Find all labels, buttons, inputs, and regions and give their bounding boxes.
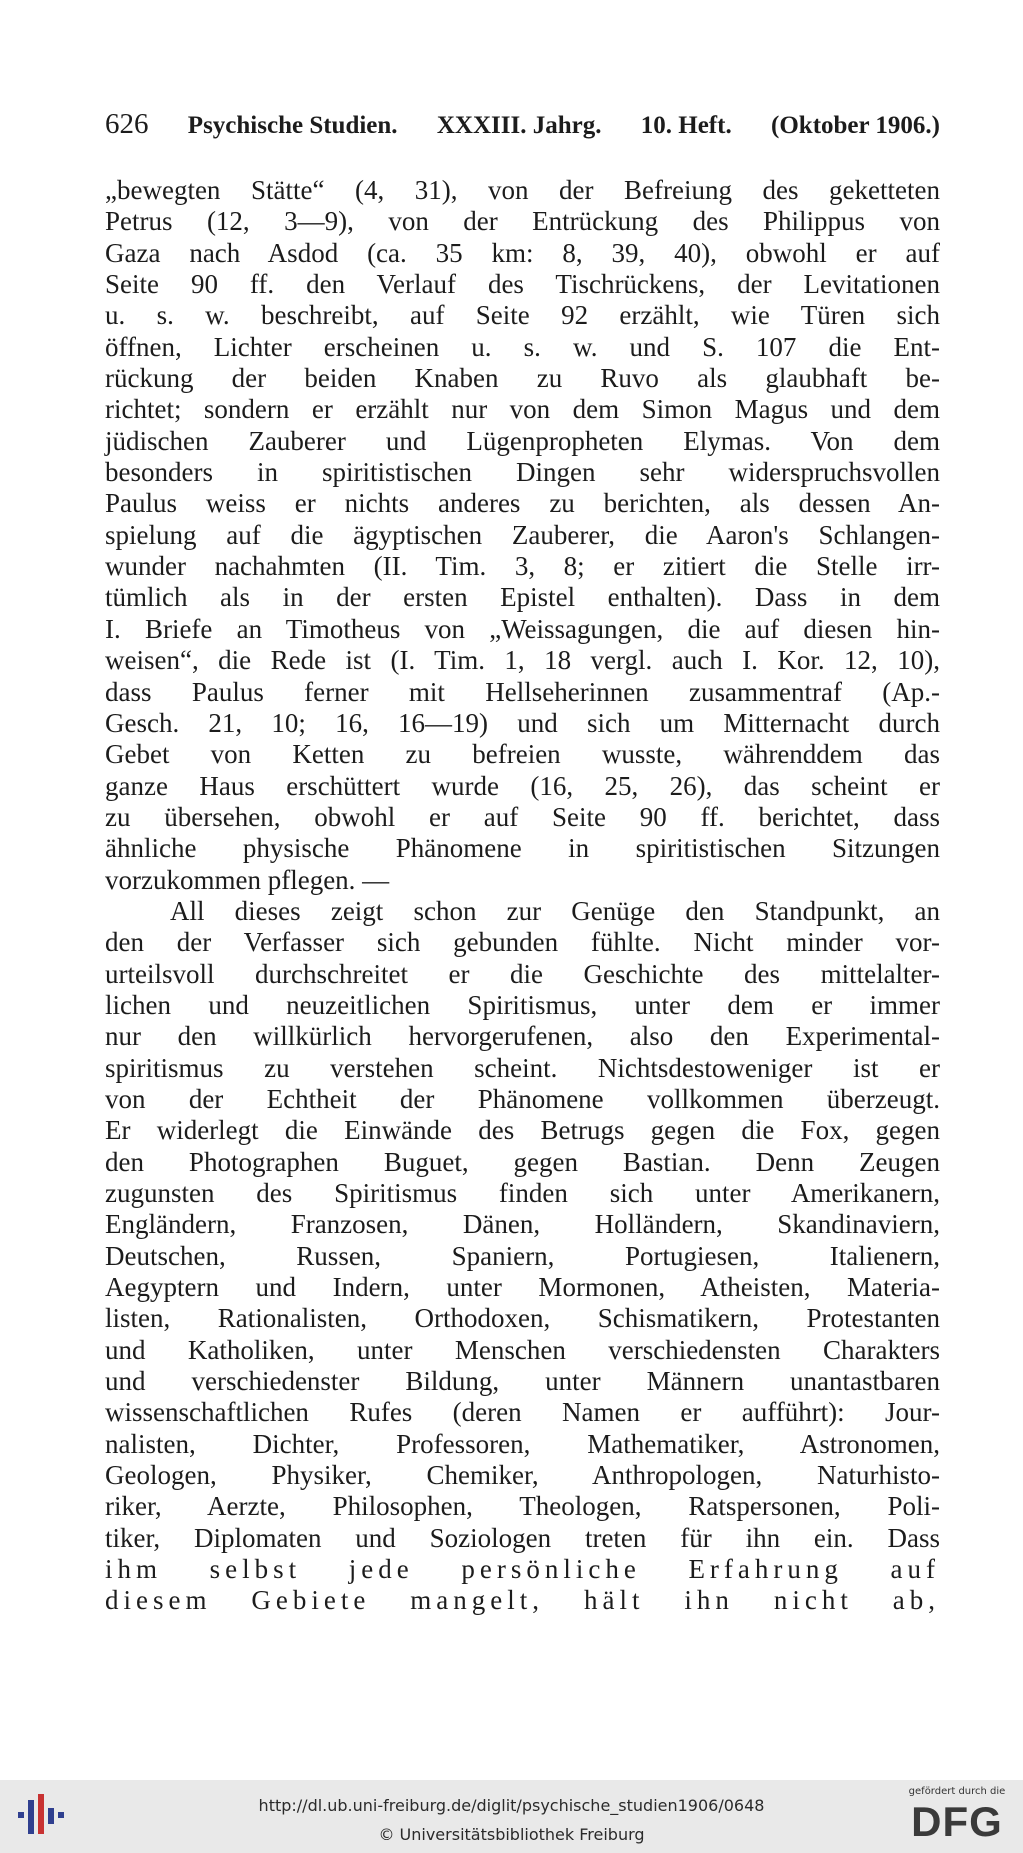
text-line: öffnen, Lichter erscheinen u. s. w. und S. 107 die Ent- xyxy=(105,331,940,362)
text-line: rückung der beiden Knaben zu Ruvo als glaubhaft be- xyxy=(105,363,940,394)
document-url[interactable]: http://dl.ub.uni-freiburg.de/diglit/psychische_studien1906/0648 xyxy=(258,1796,765,1815)
issue-date: (Oktober 1906.) xyxy=(771,112,940,139)
text-line: wunder nachahmten (II. Tim. 3, 8; er zitiert die Stelle irr- xyxy=(105,551,940,582)
text-line: zu übersehen, obwohl er auf Seite 90 ff. berichtet, dass xyxy=(105,801,940,832)
paragraph-end-line: vorzukommen pflegen. — xyxy=(105,864,390,895)
spaced-text-line: ihm selbst jede persönliche Erfahrung auf xyxy=(105,1554,940,1585)
text-line: besonders in spiritistischen Dingen sehr widerspruchsvollen xyxy=(105,457,940,488)
text-line: Gesch. 21, 10; 16, 16—19) und sich um Mitternacht durch xyxy=(105,707,940,738)
text-line: I. Briefe an Timotheus von „Weissagungen, die auf diesen hin- xyxy=(105,613,940,644)
spaced-text-line: diesem Gebiete mangelt, hält ihn nicht ab, xyxy=(105,1585,940,1616)
text-line: weisen“, die Rede ist (I. Tim. 1, 18 vergl. auch I. Kor. 12, 10), xyxy=(105,645,940,676)
text-line: Paulus weiss er nichts anderes zu berichten, als dessen An- xyxy=(105,488,940,519)
dfg-logo xyxy=(898,1786,1016,1848)
text-line: nalisten, Dichter, Professoren, Mathematiker, Astronomen, xyxy=(105,1428,940,1459)
text-line: und verschiedenster Bildung, unter Männern unantastbaren xyxy=(105,1366,940,1397)
body-text xyxy=(105,175,940,1617)
text-line: Gebet von Ketten zu befreien wusste, währenddem das xyxy=(105,739,940,770)
text-line: tümlich als in der ersten Epistel enthalten). Dass in dem xyxy=(105,582,940,613)
sponsor-caption: gefördert durch die xyxy=(908,1786,1006,1797)
text-line: u. s. w. beschreibt, auf Seite 92 erzählt, wie Türen sich xyxy=(105,300,940,331)
text-line: richtet; sondern er erzählt nur von dem Simon Magus und dem xyxy=(105,394,940,425)
text-line: ganze Haus erschüttert wurde (16, 25, 26), das scheint er xyxy=(105,770,940,801)
text-line: zugunsten des Spiritismus finden sich unter Amerikanern, xyxy=(105,1178,940,1208)
text-line: Deutschen, Russen, Spaniern, Portugiesen, Italienern, xyxy=(105,1240,940,1271)
text-line: urteilsvoll durchschreitet er die Geschichte des mittelalter- xyxy=(105,958,940,989)
text-line: spielung auf die ägyptischen Zauberer, die Aaron's Schlangen- xyxy=(105,519,940,550)
issue-label: 10. Heft. xyxy=(640,112,732,139)
text-line: Seite 90 ff. den Verlauf des Tischrückens, der Levitationen xyxy=(105,269,940,300)
journal-title: Psychische Studien. xyxy=(187,112,398,139)
volume-label: XXXIII. Jahrg. xyxy=(436,112,602,139)
text-line: spiritismus zu verstehen scheint. Nichtsdestoweniger ist er xyxy=(105,1052,940,1083)
text-line: Engländern, Franzosen, Dänen, Holländern, Skandinaviern, xyxy=(105,1209,940,1240)
text-line: tiker, Diplomaten und Soziologen treten für ihn ein. Dass xyxy=(105,1522,940,1553)
text-line: den der Verfasser sich gebunden fühlte. Nicht minder vor- xyxy=(105,927,940,958)
text-line: und Katholiken, unter Menschen verschiedensten Charakters xyxy=(105,1334,940,1365)
text-line: „bewegten Stätte“ (4, 31), von der Befreiung des geketteten xyxy=(105,175,940,205)
text-line: Petrus (12, 3—9), von der Entrückung des Philippus von xyxy=(105,206,940,237)
text-line: wissenschaftlichen Rufes (deren Namen er aufführt): Jour- xyxy=(105,1397,940,1428)
text-line: Geologen, Physiker, Chemiker, Anthropologen, Naturhisto- xyxy=(105,1460,940,1491)
text-line: lichen und neuzeitlichen Spiritismus, unter dem er immer xyxy=(105,989,940,1020)
paragraph-start-line: All dieses zeigt schon zur Genüge den Standpunkt, an xyxy=(170,895,940,926)
running-header xyxy=(105,108,940,148)
viewer-footer xyxy=(0,1780,1023,1853)
text-line: jüdischen Zauberer und Lügenpropheten Elymas. Von dem xyxy=(105,425,940,456)
dfg-logo-text: DFG xyxy=(911,1798,1003,1845)
text-line: von der Echtheit der Phänomene vollkommen überzeugt. xyxy=(105,1083,940,1114)
text-line: den Photographen Buguet, gegen Bastian. Denn Zeugen xyxy=(105,1146,940,1177)
text-line: nur den willkürlich hervorgerufenen, also den Experimental- xyxy=(105,1021,940,1052)
text-line: dass Paulus ferner mit Hellseherinnen zusammentraf (Ap.- xyxy=(105,676,940,707)
text-line: ähnliche physische Phänomene in spiritistischen Sitzungen xyxy=(105,833,940,864)
text-line: riker, Aerzte, Philosophen, Theologen, Ratspersonen, Poli- xyxy=(105,1491,940,1522)
text-line: Er widerlegt die Einwände des Betrugs gegen die Fox, gegen xyxy=(105,1115,940,1146)
page-number: 626 xyxy=(105,108,149,140)
text-line: listen, Rationalisten, Orthodoxen, Schismatikern, Protestanten xyxy=(105,1303,940,1334)
text-line: Aegyptern und Indern, unter Mormonen, Atheisten, Materia- xyxy=(105,1272,940,1303)
text-line: Gaza nach Asdod (ca. 35 km: 8, 39, 40), obwohl er auf xyxy=(105,237,940,268)
copyright-notice: © Universitätsbibliothek Freiburg xyxy=(378,1825,645,1844)
